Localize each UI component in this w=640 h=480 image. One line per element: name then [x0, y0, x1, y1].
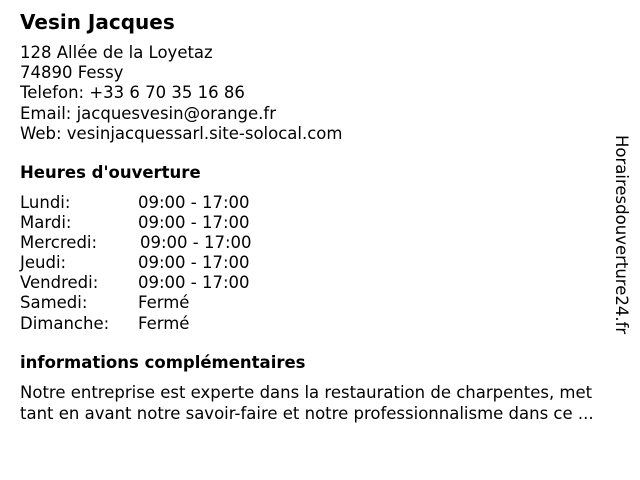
- hours-row-sunday: [20, 314, 320, 334]
- business-name: Vesin Jacques: [20, 10, 175, 34]
- day-label: Mardi:: [20, 213, 72, 233]
- hours-row-tuesday: [20, 213, 320, 233]
- hours-row-friday: [20, 273, 320, 293]
- day-label: Vendredi:: [20, 273, 99, 293]
- time-value: Fermé: [138, 293, 190, 313]
- phone-number: Telefon: +33 6 70 35 16 86: [20, 83, 245, 103]
- site-watermark: Horairesdouverture24.fr: [612, 135, 631, 335]
- time-value: Fermé: [138, 313, 190, 333]
- address-street: 128 Allée de la Loyetaz: [20, 43, 213, 62]
- description-line: Notre entreprise est experte dans la restauration de charpentes, met: [20, 383, 593, 402]
- day-label: Mercredi:: [20, 233, 98, 253]
- day-label: Lundi:: [20, 193, 71, 212]
- hours-row-thursday: [20, 253, 320, 273]
- day-label: Samedi:: [20, 293, 88, 313]
- day-label: Dimanche:: [20, 313, 110, 333]
- hours-row-wednesday: [20, 233, 320, 253]
- email-address: Email: jacquesvesin@orange.fr: [20, 103, 276, 123]
- time-value: 09:00 - 17:00: [138, 273, 250, 293]
- opening-hours-table: [20, 193, 320, 334]
- business-description: [20, 383, 630, 424]
- time-value: 09:00 - 17:00: [138, 193, 250, 212]
- hours-row-monday: [20, 193, 320, 213]
- time-value: 09:00 - 17:00: [138, 213, 250, 233]
- website: Web: vesinjacquessarl.site-solocal.com: [20, 123, 343, 143]
- hours-row-saturday: [20, 293, 320, 313]
- address-city: 74890 Fessy: [20, 63, 124, 83]
- time-value: 09:00 - 17:00: [138, 253, 250, 273]
- opening-hours-heading: Heures d'ouverture: [20, 163, 201, 182]
- day-label: Jeudi:: [20, 253, 67, 273]
- additional-info-heading: informations complémentaires: [20, 353, 306, 372]
- contact-block: [20, 43, 342, 144]
- description-line: tant en avant notre savoir-faire et notre professionnalisme dans ce ...: [20, 403, 594, 423]
- time-value: 09:00 - 17:00: [140, 233, 252, 253]
